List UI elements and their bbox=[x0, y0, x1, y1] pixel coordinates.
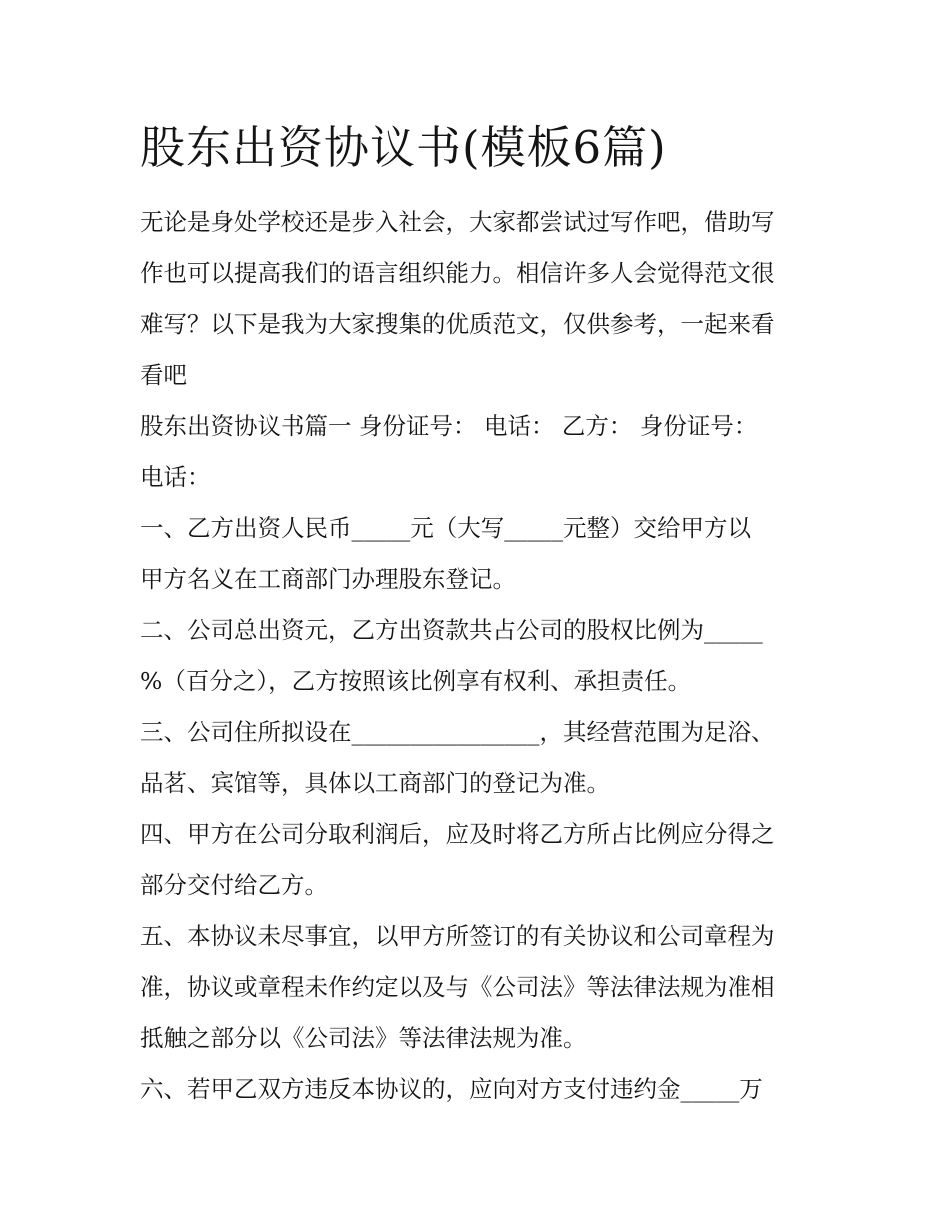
paragraph bbox=[140, 1064, 820, 1115]
text-line: 准，协议或章程未作约定以及与《公司法》等法律法规为准相 bbox=[140, 973, 775, 1001]
text-line: 无论是身处学校还是步入社会，大家都尝试过写作吧，借助写 bbox=[140, 208, 775, 236]
text-line: 电话： bbox=[140, 463, 211, 491]
text-line: 品茗、宾馆等，具体以工商部门的登记为准。 bbox=[140, 769, 610, 797]
document-body bbox=[140, 197, 820, 1115]
paragraph bbox=[140, 809, 820, 911]
paragraph bbox=[140, 707, 820, 809]
paragraph bbox=[140, 605, 820, 707]
text-line: 甲方名义在工商部门办理股东登记。 bbox=[140, 565, 516, 593]
text-line: 作也可以提高我们的语言组织能力。相信许多人会觉得范文很 bbox=[140, 259, 775, 287]
text-line: %（百分之），乙方按照该比例享有权利、承担责任。 bbox=[140, 667, 692, 695]
paragraph bbox=[140, 503, 820, 605]
paragraph bbox=[140, 197, 820, 401]
text-line: 难写？以下是我为大家搜集的优质范文，仅供参考，一起来看 bbox=[140, 310, 775, 338]
text-line: 二、公司总出资元，乙方出资款共占公司的股权比例为_____ bbox=[140, 616, 763, 644]
text-line: 一、乙方出资人民币_____元（大写_____元整）交给甲方以 bbox=[140, 514, 751, 542]
text-line: 抵触之部分以《公司法》等法律法规为准。 bbox=[140, 1024, 587, 1052]
document-title: 股东出资协议书(模板6篇) bbox=[140, 121, 667, 174]
text-line: 三、公司住所拟设在________________，其经营范围为足浴、 bbox=[140, 718, 775, 746]
text-line: 股东出资协议书篇一 身份证号： 电话： 乙方： 身份证号： bbox=[140, 412, 758, 440]
text-line: 六、若甲乙双方违反本协议的，应向对方支付违约金_____万 bbox=[140, 1075, 763, 1103]
text-line: 部分交付给乙方。 bbox=[140, 871, 328, 899]
text-line: 看吧 bbox=[140, 361, 187, 389]
text-line: 四、甲方在公司分取利润后，应及时将乙方所占比例应分得之 bbox=[140, 820, 775, 848]
text-line: 五、本协议未尽事宜，以甲方所签订的有关协议和公司章程为 bbox=[140, 922, 775, 950]
paragraph bbox=[140, 911, 820, 1064]
paragraph bbox=[140, 401, 820, 503]
